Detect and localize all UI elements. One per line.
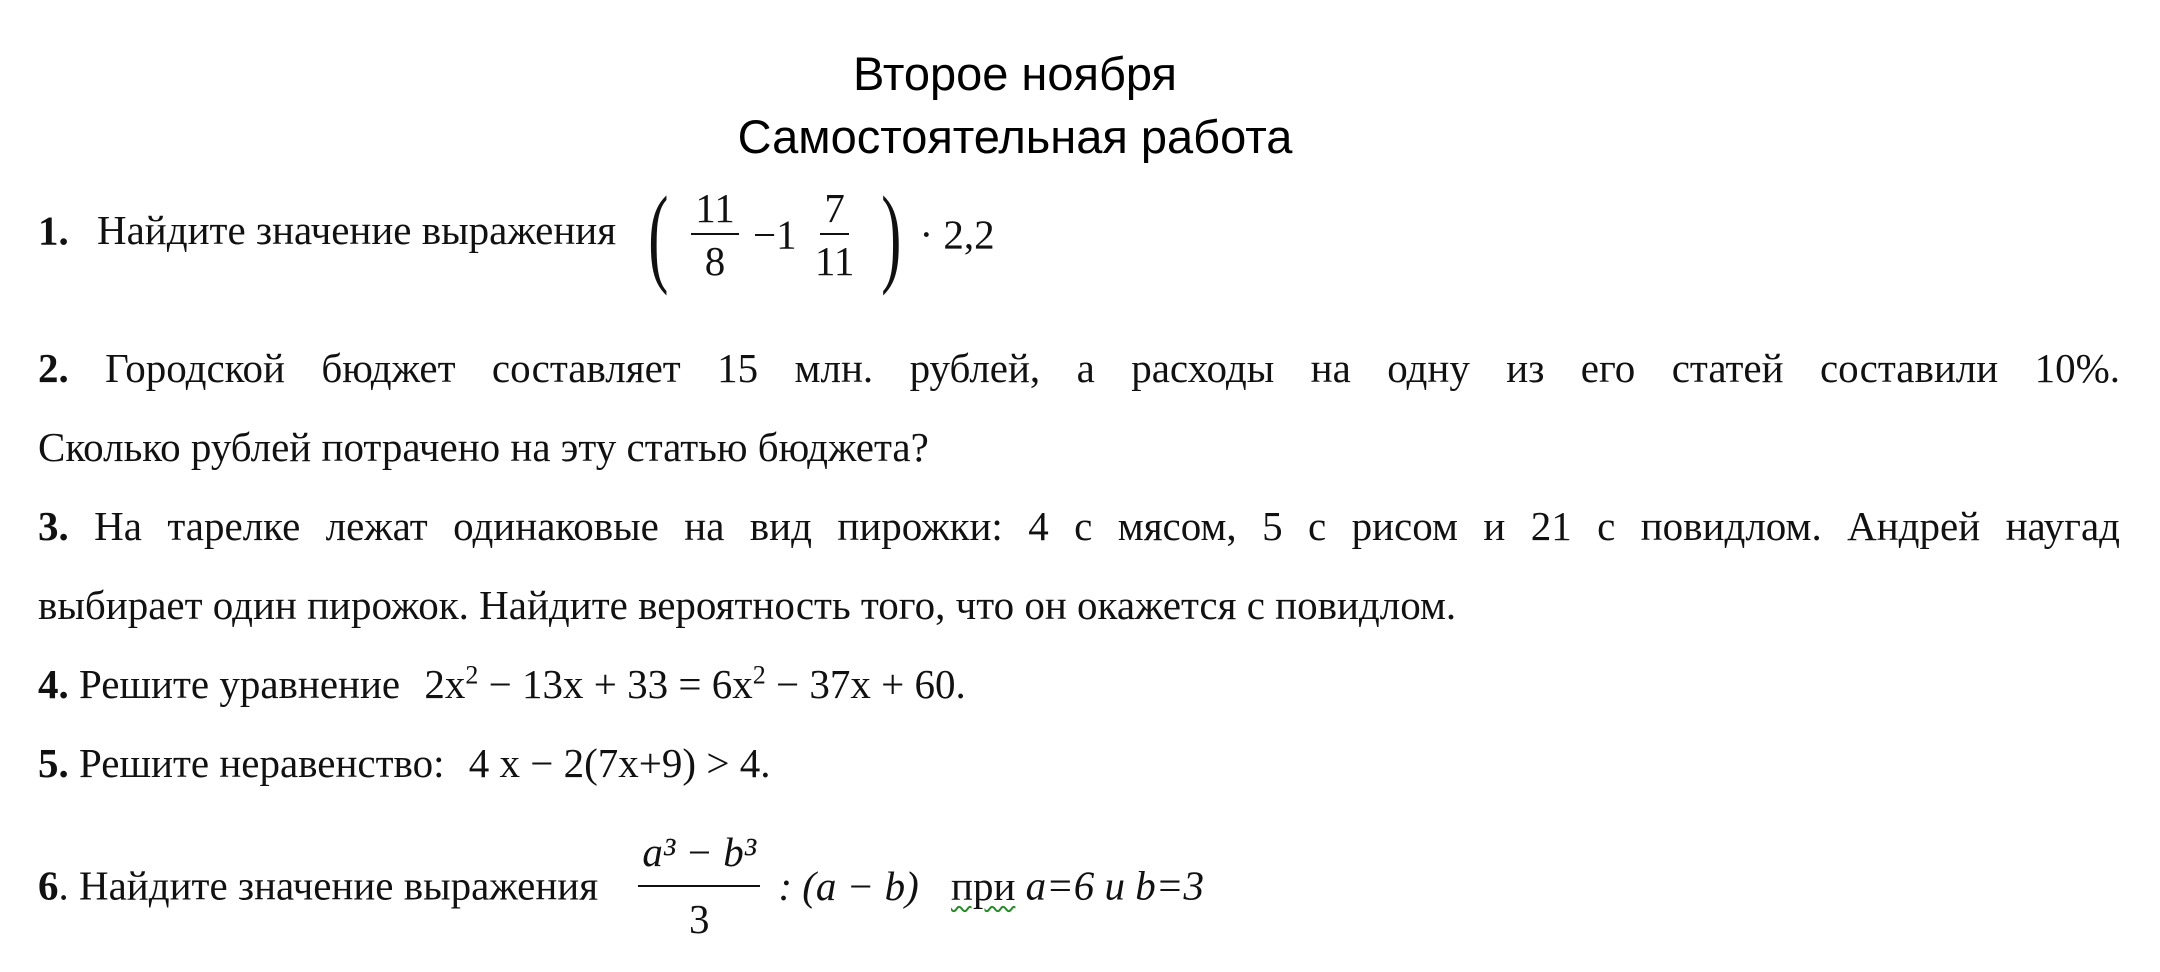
fraction-7-11	[811, 185, 858, 284]
exponent: 2	[465, 660, 479, 690]
task-6-condition: a=6 и b=3	[1025, 862, 1204, 909]
task-6-fraction	[638, 829, 760, 942]
fraction-11-8	[691, 185, 738, 284]
task-6	[38, 829, 1204, 942]
header-date: Второе ноября	[853, 47, 1177, 100]
task-3-line-1	[38, 503, 2121, 549]
task-1-number: 1.	[38, 207, 69, 254]
task-1-tail: · 2,2	[919, 211, 995, 258]
page-title: Самостоятельная работа	[737, 110, 1293, 163]
task-5-number: 5.	[38, 740, 69, 786]
mixed-whole: −1	[752, 211, 797, 258]
task-6-number: 6	[38, 862, 59, 909]
task-4	[38, 660, 966, 707]
task-6-text: . Найдите значение выражения	[58, 862, 599, 909]
task-2-line-2: Сколько рублей потрачено на эту статью бюджета?	[38, 424, 929, 470]
task-4-equation	[424, 661, 965, 707]
task-2-number: 2.	[38, 345, 69, 391]
fraction-numerator: a³ − b³	[638, 832, 760, 887]
task-3-line-2: выбирает один пирожок. Найдите вероятность того, что он окажется с повидлом.	[38, 582, 1457, 628]
task-1-text: Найдите значение выражения	[97, 207, 617, 254]
task-2-line-1	[38, 345, 2121, 391]
task-5-inequality: 4 x − 2(7x+9) > 4.	[468, 740, 771, 786]
exponent: 2	[752, 660, 766, 690]
eq-part-c: − 37x + 60.	[765, 661, 966, 707]
fraction-denominator: 3	[688, 896, 710, 942]
fraction-numerator: 11	[691, 188, 738, 235]
eq-part-a: 2x	[424, 661, 466, 707]
task-2-text: Городской бюджет составляет 15 млн. рублей, а расходы на одну из его статей составили 10%.	[105, 345, 2121, 391]
right-paren: )	[880, 174, 901, 296]
task-1	[38, 174, 995, 296]
task-1-expression	[640, 174, 995, 296]
task-4-number: 4.	[38, 661, 69, 707]
task-5	[38, 740, 771, 786]
task-5-text: Решите неравенство:	[79, 740, 445, 786]
fraction-denominator: 11	[814, 238, 855, 284]
left-paren: (	[648, 174, 669, 296]
fraction-numerator: 7	[820, 188, 849, 235]
task-3-text: На тарелке лежат одинаковые на вид пирожки: 4 с мясом, 5 с рисом и 21 с повидлом. Андрей наугад	[94, 503, 2121, 549]
fraction-denominator: 8	[704, 238, 726, 284]
task-3-number: 3.	[38, 503, 69, 549]
task-4-text: Решите уравнение	[79, 661, 401, 707]
task-6-divisor: : (a − b)	[778, 862, 919, 909]
task-6-pri: при	[951, 862, 1016, 909]
eq-part-b: − 13x + 33 = 6x	[478, 661, 753, 707]
